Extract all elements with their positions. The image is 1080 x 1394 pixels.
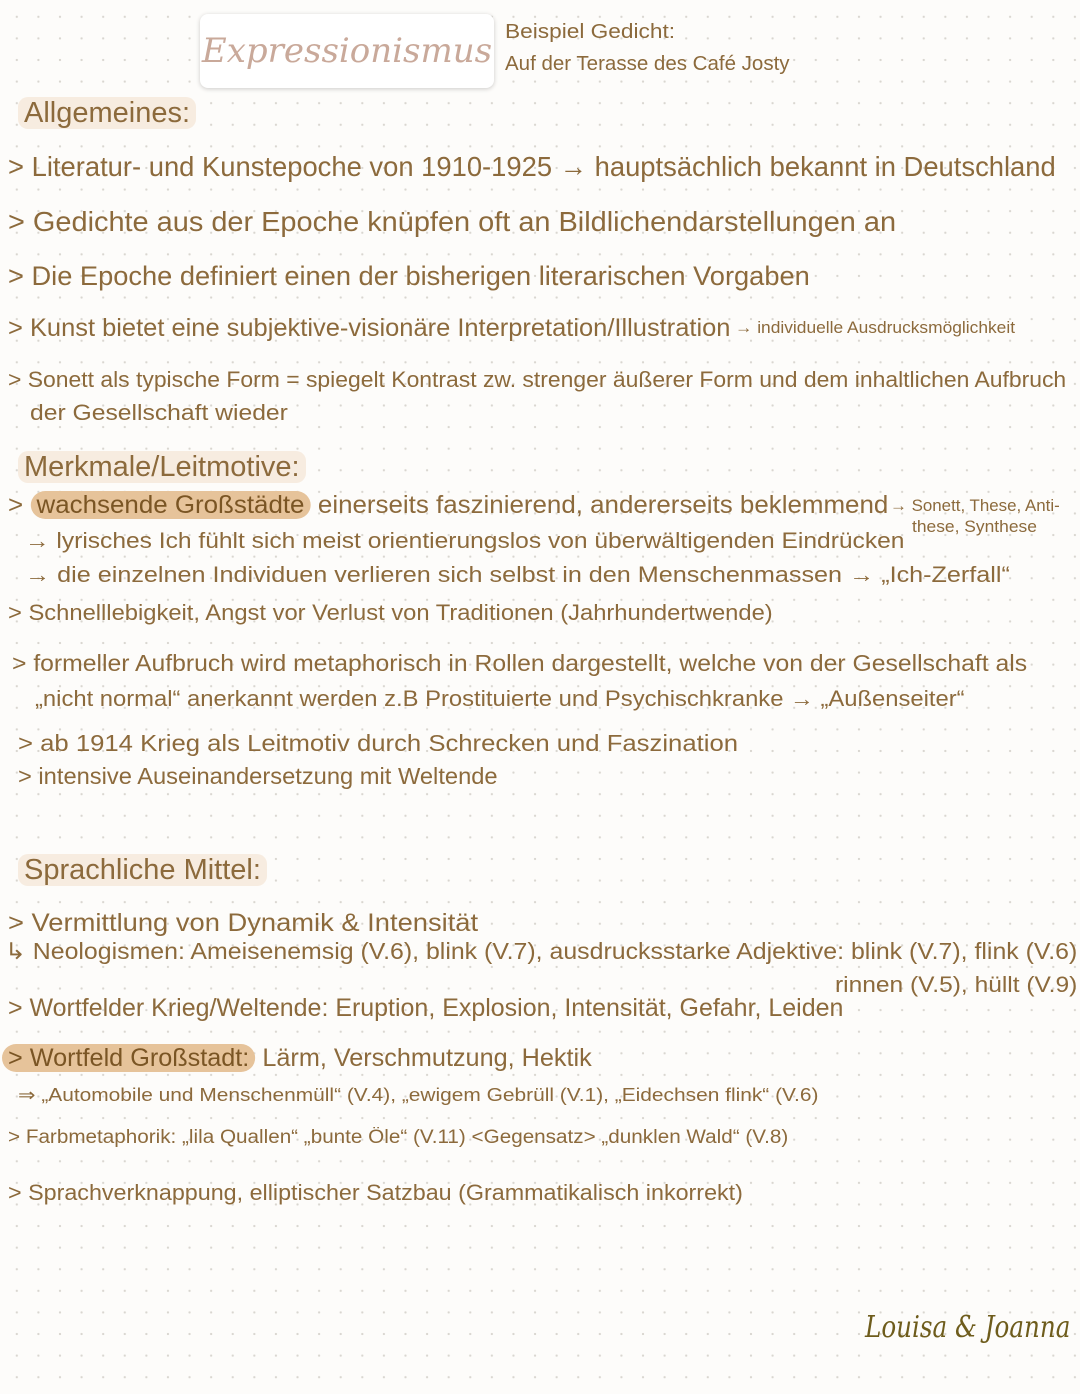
motif-item: > intensive Auseinandersetzung mit Weltende [18,763,498,789]
motif-note: → Sonett, These, Anti- [890,496,1060,515]
general-item: > Kunst bietet eine subjektive-visionäre Interpretation/Illustration [8,314,731,342]
general-note: → individuelle Ausdrucksmöglichkeit [735,318,1016,337]
language-quotes: ⇒ „Automobile und Menschenmüll“ (V.4), „ewigem Gebrüll (V.1), „Eidechsen flink“ (V.6) [18,1085,819,1105]
section-heading-language: Sprachliche Mittel: [18,853,267,888]
general-item: > Gedichte aus der Epoche knüpfen oft an Bildlichendarstellungen an [8,206,897,237]
motif-subitem: → die einzelnen Individuen verlieren sich selbst in den Menschenmassen → „Ich-Zerfall“ [25,562,1010,587]
section-heading-motifs: Merkmale/Leitmotive: [18,450,306,485]
language-item: > Vermittlung von Dynamik & Intensität [8,909,479,937]
example-poem: Auf der Terasse des Café Josty [505,53,790,75]
general-item: > Die Epoche definiert einen der bisherigen literarischen Vorgaben [8,261,810,291]
general-item: > Literatur- und Kunstepoche von 1910-1925 → hauptsächlich bekannt in Deutschland [8,151,1056,182]
title-card [200,14,494,88]
example-label: Beispiel Gedicht: [505,21,676,43]
motif-line: > wachsende Großstädte einerseits faszinierend, andererseits beklemmend [8,491,889,519]
language-colors: > Farbmetaphorik: „lila Quallen“ „bunte Öle“ (V.11) <Gegensatz> „dunklen Wald“ (V.8) [8,1127,789,1148]
language-item: ↳ Neologismen: Ameisenemsig (V.6), blink (V.7), ausdrucksstarke Adjektive: blink (V.7), flink (V.6) [5,938,1078,964]
motif-subitem: → lyrisches Ich fühlt sich meist orientierungslos von überwältigenden Eindrücken [25,528,905,553]
motif-note: these, Synthese [912,517,1037,536]
highlight: > Wortfeld Großstadt: [2,1044,255,1072]
language-item: rinnen (V.5), hüllt (V.9) [835,972,1078,997]
motif-item: > Schnelllebigkeit, Angst vor Verlust von Traditionen (Jahrhundertwende) [8,600,773,625]
motif-item: > formeller Aufbruch wird metaphorisch in Rollen dargestellt, welche von der Gesellschaft als [12,650,1028,676]
signature: Louisa & Joanna [865,1310,1071,1345]
language-item: > Wortfelder Krieg/Weltende: Eruption, Explosion, Intensität, Gefahr, Leiden [8,994,844,1022]
section-heading-general: Allgemeines: [18,96,196,131]
motif-item: > ab 1914 Krieg als Leitmotiv durch Schrecken und Faszination [18,730,739,756]
general-item: > Sonett als typische Form = spiegelt Kontrast zw. strenger äußerer Form und dem inhaltlichen Aufbruch [8,367,1067,392]
general-item: der Gesellschaft wieder [30,400,288,425]
highlight: wachsende Großstädte [30,491,310,519]
motif-item: „nicht normal“ anerkannt werden z.B Prostituierte und Psychischkranke → „Außenseiter“ [35,686,965,711]
language-city: > Wortfeld Großstadt: Lärm, Verschmutzung, Hektik [2,1043,592,1073]
page-title: Expressionismus [201,31,493,71]
language-syntax: > Sprachverknappung, elliptischer Satzbau (Grammatikalisch inkorrekt) [8,1180,743,1205]
